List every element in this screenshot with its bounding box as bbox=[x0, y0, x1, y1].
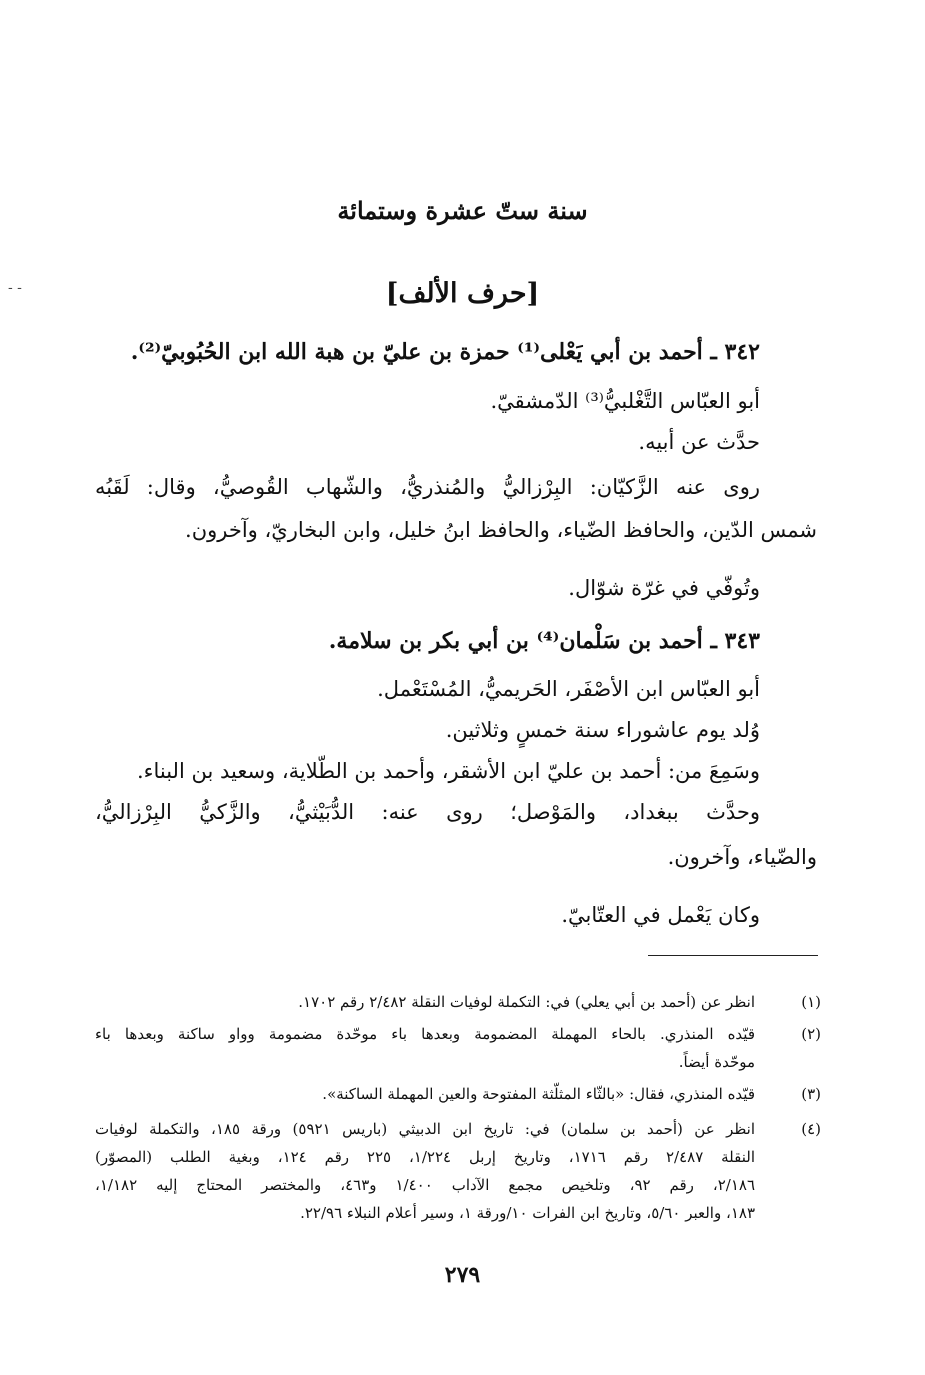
footnote-text-line: ٢/١٨٦، رقم ٩٢، وتلخيص مجمع الآداب ١/٤٠٠ و٤٦٣، والمختصر المحتاج إليه ١/١٨٢، bbox=[95, 1176, 756, 1194]
entry-342-reported-line1: روى عنه الزَّكيّان: البِرْزاليُّ والمُنذريُّ، والشّهاب القُوصيُّ، وقال: لَقَبُه bbox=[95, 475, 760, 499]
footnote-text: قيّده المنذري، فقال: «بالثّاء المثلّثة المفتوحة والعين المهملة الساكنة». bbox=[322, 1085, 755, 1103]
margin-mark: - - bbox=[8, 280, 22, 296]
footnote-number: (١) bbox=[801, 993, 821, 1011]
entry-342-death: وتُوفّي في غرّة شوّال. bbox=[568, 576, 760, 600]
entry-343-born: وُلد يوم عاشوراء سنة خمسٍ وثلاثين. bbox=[445, 718, 760, 742]
entry-343-kunya: أبو العبّاس ابن الأصْفَر، الحَريميُّ، المُسْتَعْمل. bbox=[377, 677, 760, 701]
footnote-3 bbox=[95, 1080, 821, 1108]
page-number: ٢٧٩ bbox=[444, 1262, 481, 1288]
footnote-text-line: ١٨٣، والعبر ٥/٦٠، وتاريخ ابن الفرات ١٠/ورقة ١، وسير أعلام النبلاء ٢٢/٩٦. bbox=[300, 1204, 755, 1222]
footnote-text-line: قيّده المنذري. بالحاء المهملة المضمومة وبعدها باء موحّدة مضمومة وواو ساكنة وبعدها باء bbox=[95, 1025, 755, 1043]
year-heading: سنة ستّ عشرة وستمائة bbox=[337, 196, 588, 225]
footnote-number: (٣) bbox=[801, 1085, 821, 1103]
footnote-number: (٤) bbox=[801, 1120, 821, 1138]
entry-342-heading: ٣٤٢ ـ أحمد بن أبي يَعْلى⁽¹⁾ حمزة بن عليّ بن هبة الله ابن الحُبُوبيّ⁽²⁾. bbox=[130, 339, 760, 365]
section-heading: [حرف الألف] bbox=[385, 278, 540, 309]
footnote-2 bbox=[95, 1020, 821, 1076]
footnote-text-line: موحّدة أيضاً. bbox=[678, 1053, 755, 1071]
entry-342-kunya: أبو العبّاس التَّغْلبيُّ⁽³⁾ الدّمشقيّ. bbox=[490, 389, 760, 413]
entry-343-narrated-line1: وحدَّث ببغداد، والمَوْصل؛ روى عنه: الدُّبَيْثيُّ، والزَّكيُّ البِرْزاليُّ، bbox=[95, 800, 760, 824]
footnote-4 bbox=[95, 1115, 821, 1227]
entry-343-heading: ٣٤٣ ـ أحمد بن سَلْمان⁽⁴⁾ بن أبي بكر بن سلامة. bbox=[328, 628, 760, 654]
footnote-separator bbox=[648, 955, 818, 956]
entry-343-work: وكان يَعْمل في العتّابيّ. bbox=[561, 903, 760, 927]
entry-343-heard: وسَمِعَ من: أحمد بن عليّ ابن الأشقر، وأحمد بن الطّلاية، وسعيد بن البناء. bbox=[136, 759, 760, 783]
entry-342-narrated: حدَّث عن أبيه. bbox=[638, 430, 760, 454]
footnote-number: (٢) bbox=[801, 1025, 821, 1043]
footnote-text-line: انظر عن (أحمد بن سلمان) في: تاريخ ابن الدبيثي (باريس ٥٩٢١) ورقة ١٨٥، والتكملة لوفيات bbox=[95, 1120, 755, 1138]
footnote-text-line: النقلة ٢/٤٨٧ رقم ١٧١٦، وتاريخ إربل ١/٢٢٤، ٢٢٥ رقم ١٢٤، وبغية الطلب (المصوّر) bbox=[95, 1148, 755, 1166]
entry-342-reported-line2: شمس الدّين، والحافظ الضّياء، والحافظ ابنُ خليل، وابن البخاريّ، وآخرون. bbox=[185, 518, 817, 542]
footnote-text: انظر عن (أحمد بن أبي يعلي) في: التكملة لوفيات النقلة ٢/٤٨٢ رقم ١٧٠٢. bbox=[298, 993, 755, 1011]
entry-343-narrated-line2: والضّياء، وآخرون. bbox=[667, 845, 817, 869]
footnote-1 bbox=[95, 988, 821, 1016]
